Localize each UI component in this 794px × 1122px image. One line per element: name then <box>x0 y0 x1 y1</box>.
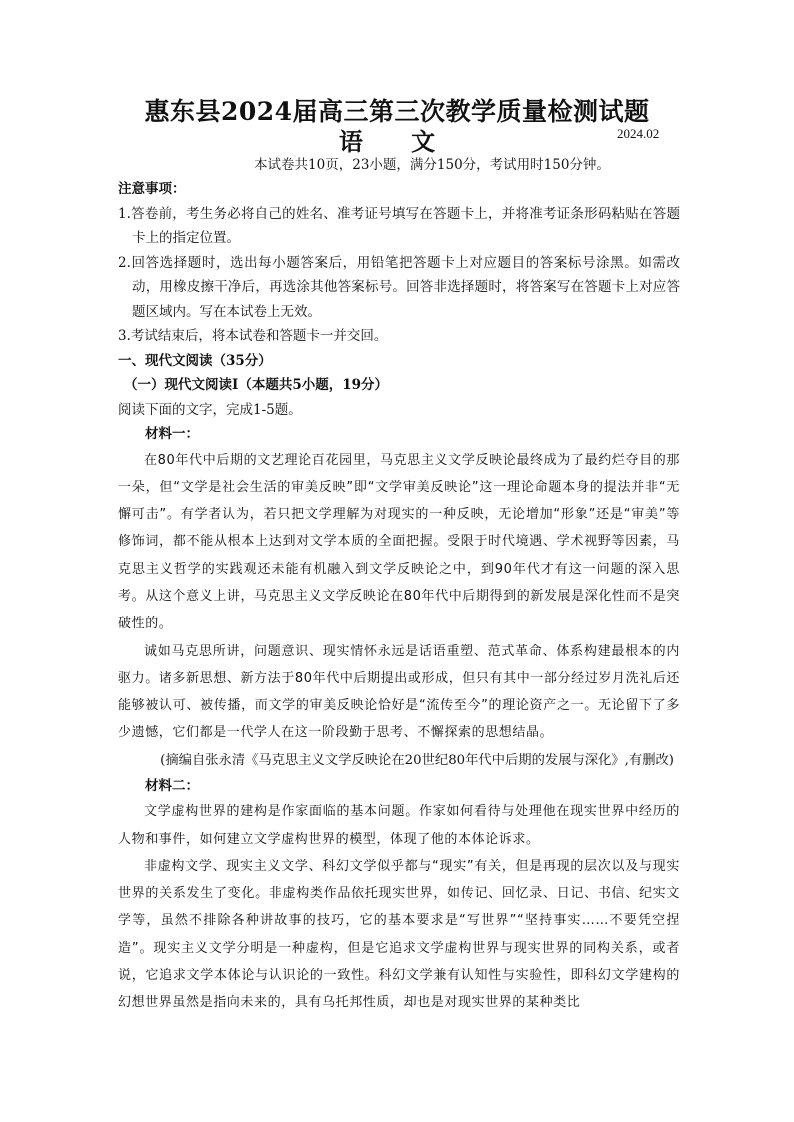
instruction-text: 阅读下面的文字，完成1-5题。 <box>118 401 302 418</box>
exam-title: 惠东县2024届高三第三次教学质量检测试题 <box>144 97 650 126</box>
section-heading: 一、现代文阅读（35分） <box>118 352 272 369</box>
subject-title: 语 文 <box>338 127 456 156</box>
material1-paragraph: 在80年代中后期的文艺理论百花园里，马克思主义文学反映论最终成为了最约烂夺目的那一朵，但“文学是社会生活的审美反映”即“文学审美反映论”这一理论命题本身的提法并非“无懈可击”。有学者认为，若只把文学理解为对现实的一种反映，无论增加“形象”还是“审美”等修饰词，都不能从根本上达到对文学本质的全面把握。受限于时代境遇、学术视野等因素，马克思主义哲学的实践观还未能有机融入到文学反映论之中，到90年代才有这一问题的深入思考。从这个意义上讲，马克思主义文学反映论在80年代中后期得到的新发展是深化性而不是突破性的。 <box>118 452 680 632</box>
material2-paragraph: 文学虚构世界的建构是作家面临的基本问题。作家如何看待与处理他在现实世界中经历的人物和事件，如何建立文学虚构世界的模型，体现了他的本体论诉求。 <box>118 804 680 847</box>
material1-label: 材料一： <box>145 426 199 442</box>
material1-paragraph: 诚如马克思所讲，问题意识、现实情怀永远是话语重塑、范式革命、体系构建最根本的内驱力。诸多新思想、新方法于80年代中后期提出或形成，但只有其中一部分经过岁月洗礼后还能够被认可、被传播，而文学的审美反映论恰好是“流传至今”的理论资产之一。无论留下了多少遗憾，它们都是一代学人在这一阶段勤于思考、不懈探索的思想结晶。 <box>118 643 680 741</box>
material1-source: (摘编自张永清《马克思主义文学反映论在20世纪80年代中后期的发展与深化》,有删改) <box>160 752 674 768</box>
notice-heading: 注意事项： <box>118 181 186 197</box>
subsection-heading: （一）现代文阅读Ⅰ（本题共5小题，19分） <box>124 377 388 393</box>
material2-label: 材料二： <box>145 777 199 794</box>
exam-info: 本试卷共10页，23小题，满分150分，考试用时150分钟。 <box>254 157 610 173</box>
exam-body <box>118 177 680 1017</box>
notice-item: 3.考试结束后，将本试卷和答题卡一并交回。 <box>118 328 388 344</box>
notice-item: 2.回答选择题时，选出每小题答案后，用铅笔把答题卡上对应题目的答案标号涂黑。如需改动，用橡皮擦干净后，再选涂其他答案标号。回答非选择题时，将答案写在答题卡上对应答题区域内。写在本试卷上无效。 <box>118 254 680 320</box>
notice-item: 1.答卷前，考生务必将自己的姓名、准考证号填写在答题卡上，并将准考证条形码粘贴在答题卡上的指定位置。 <box>118 205 680 246</box>
exam-date: 2024.02 <box>617 126 660 141</box>
material2-paragraph: 非虚构文学、现实主义文学、科幻文学似乎都与“现实”有关，但是再现的层次以及与现实世界的关系发生了变化。非虚构类作品依托现实世界，如传记、回忆录、日记、书信、纪实文学等，虽然不排除各种讲故事的技巧，它的基本要求是“写世界”“坚持事实……不要凭空捏造”。现实主义文学分明是一种虚构，但是它追求文学虚构世界与现实世界的同构关系，或者说，它追求文学本体论与认识论的一致性。科幻文学兼有认知性与实验性，即科幻文学建构的幻想世界虽然是指向未来的，具有乌托邦性质，却也是对现实世界的某种类比 <box>118 858 680 1011</box>
